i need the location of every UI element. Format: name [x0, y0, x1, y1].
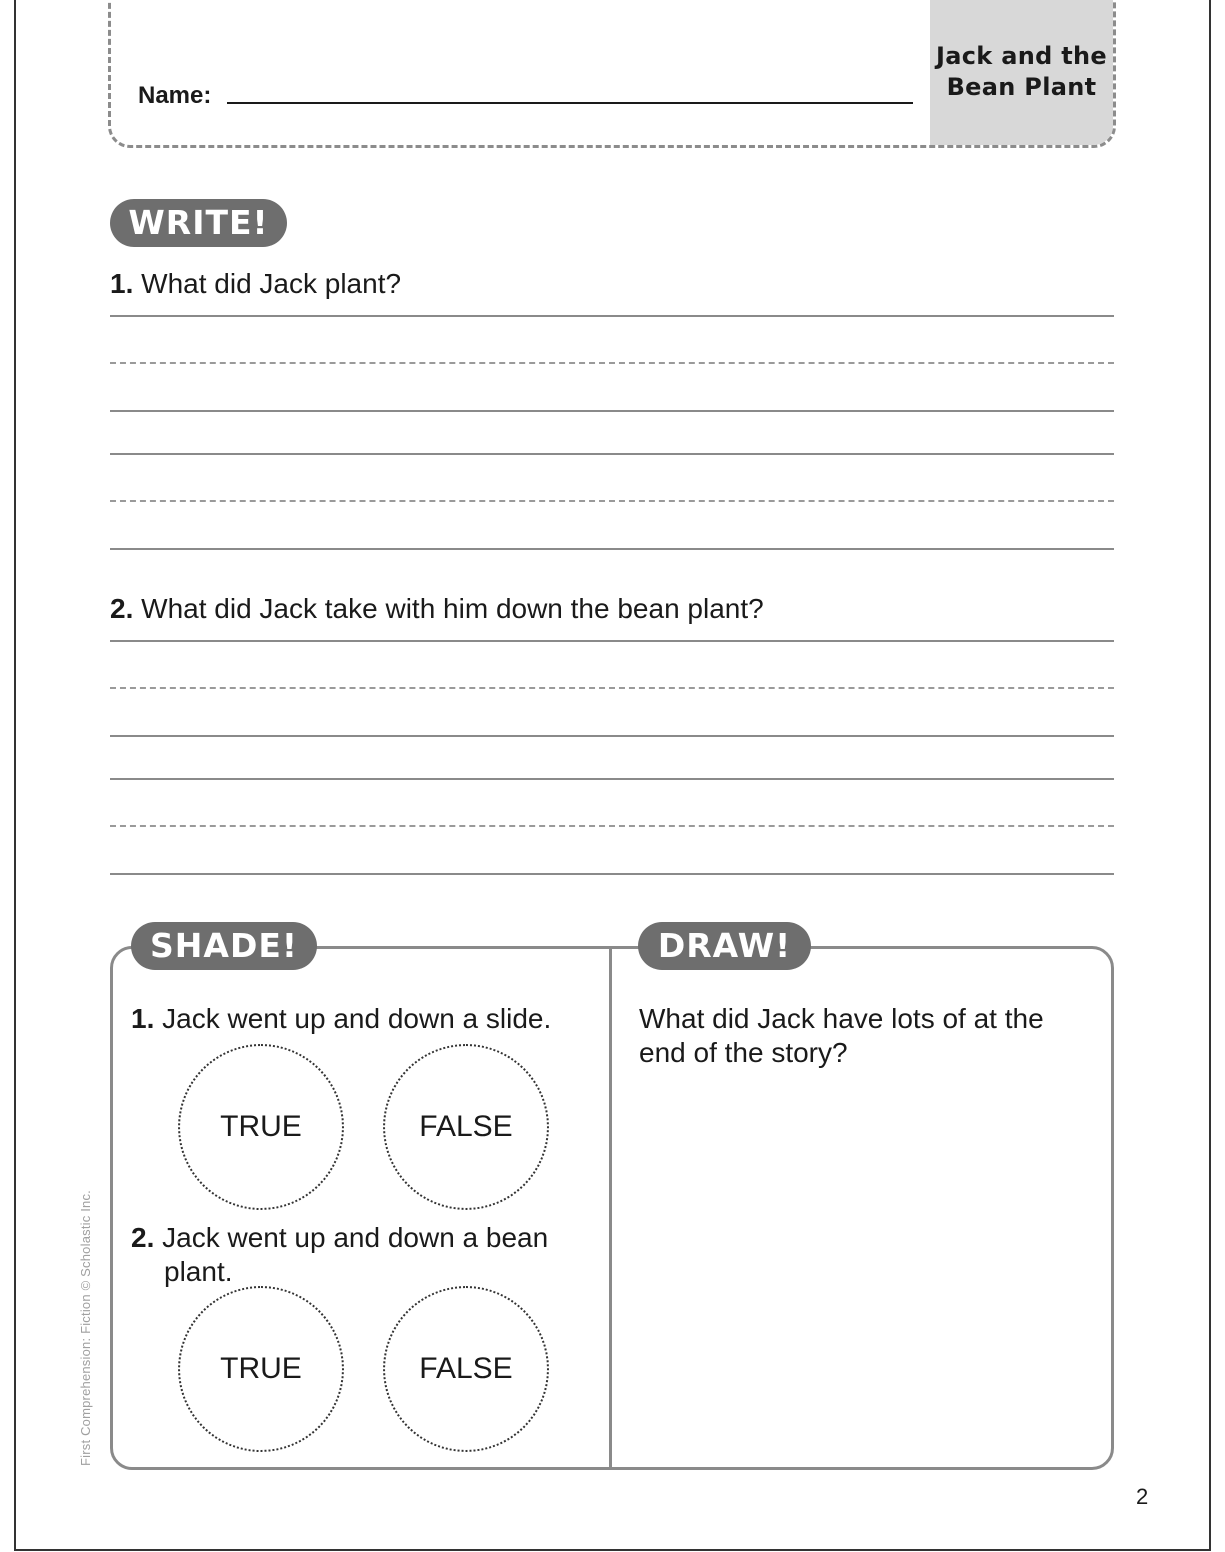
q2-true-circle[interactable] [178, 1286, 344, 1452]
question-number: 2. [131, 1222, 155, 1253]
writing-line-base [110, 410, 1114, 412]
name-field[interactable] [227, 102, 913, 104]
question-text-line1: Jack went up and down a bean [162, 1222, 549, 1253]
copyright-text: First Comprehension: Fiction © Scholastic Inc. [78, 1190, 93, 1466]
writing-line-base [110, 735, 1114, 737]
worksheet-title [936, 41, 1107, 103]
write-pill: WRITE! [110, 199, 287, 247]
drawing-area[interactable] [630, 1080, 1100, 1460]
writing-line-top [110, 778, 1114, 780]
header-box [108, 0, 1116, 148]
header-title-panel [930, 0, 1113, 145]
section-divider [609, 946, 612, 1470]
write-answer-area-1[interactable] [110, 314, 1114, 552]
writing-line-mid [110, 500, 1114, 502]
name-label: Name: [138, 82, 212, 109]
write-question-1 [110, 268, 401, 300]
question-number: 1. [131, 1003, 155, 1034]
draw-pill: DRAW! [638, 922, 811, 970]
option-label: TRUE [220, 1110, 302, 1143]
worksheet-title-line1: Jack and the [936, 42, 1107, 70]
draw-prompt-line1: What did Jack have lots of at the [639, 1003, 1044, 1034]
option-label: FALSE [419, 1110, 513, 1143]
writing-line-top [110, 640, 1114, 642]
shade-question-2 [131, 1221, 548, 1255]
write-answer-area-2[interactable] [110, 640, 1114, 878]
question-number: 2. [110, 593, 134, 624]
writing-line-base [110, 873, 1114, 875]
question-number: 1. [110, 268, 134, 299]
question-text: What did Jack plant? [141, 268, 402, 299]
option-label: FALSE [419, 1352, 513, 1385]
shade-pill: SHADE! [131, 922, 317, 970]
draw-prompt [639, 1002, 1099, 1070]
shade-question-1 [131, 1002, 551, 1036]
q2-false-circle[interactable] [383, 1286, 549, 1452]
q1-false-circle[interactable] [383, 1044, 549, 1210]
writing-line-top [110, 315, 1114, 317]
writing-line-top [110, 453, 1114, 455]
writing-line-mid [110, 825, 1114, 827]
q1-true-circle[interactable] [178, 1044, 344, 1210]
writing-line-mid [110, 362, 1114, 364]
worksheet-title-line2: Bean Plant [946, 73, 1097, 101]
write-question-2 [110, 593, 764, 625]
writing-line-base [110, 548, 1114, 550]
question-text: What did Jack take with him down the bean plant? [141, 593, 764, 624]
shade-question-2-continued: plant. [164, 1256, 233, 1287]
question-text: Jack went up and down a slide. [162, 1003, 552, 1034]
option-label: TRUE [220, 1352, 302, 1385]
page-number: 2 [1136, 1484, 1149, 1509]
draw-prompt-line2: end of the story? [639, 1037, 848, 1068]
writing-line-mid [110, 687, 1114, 689]
